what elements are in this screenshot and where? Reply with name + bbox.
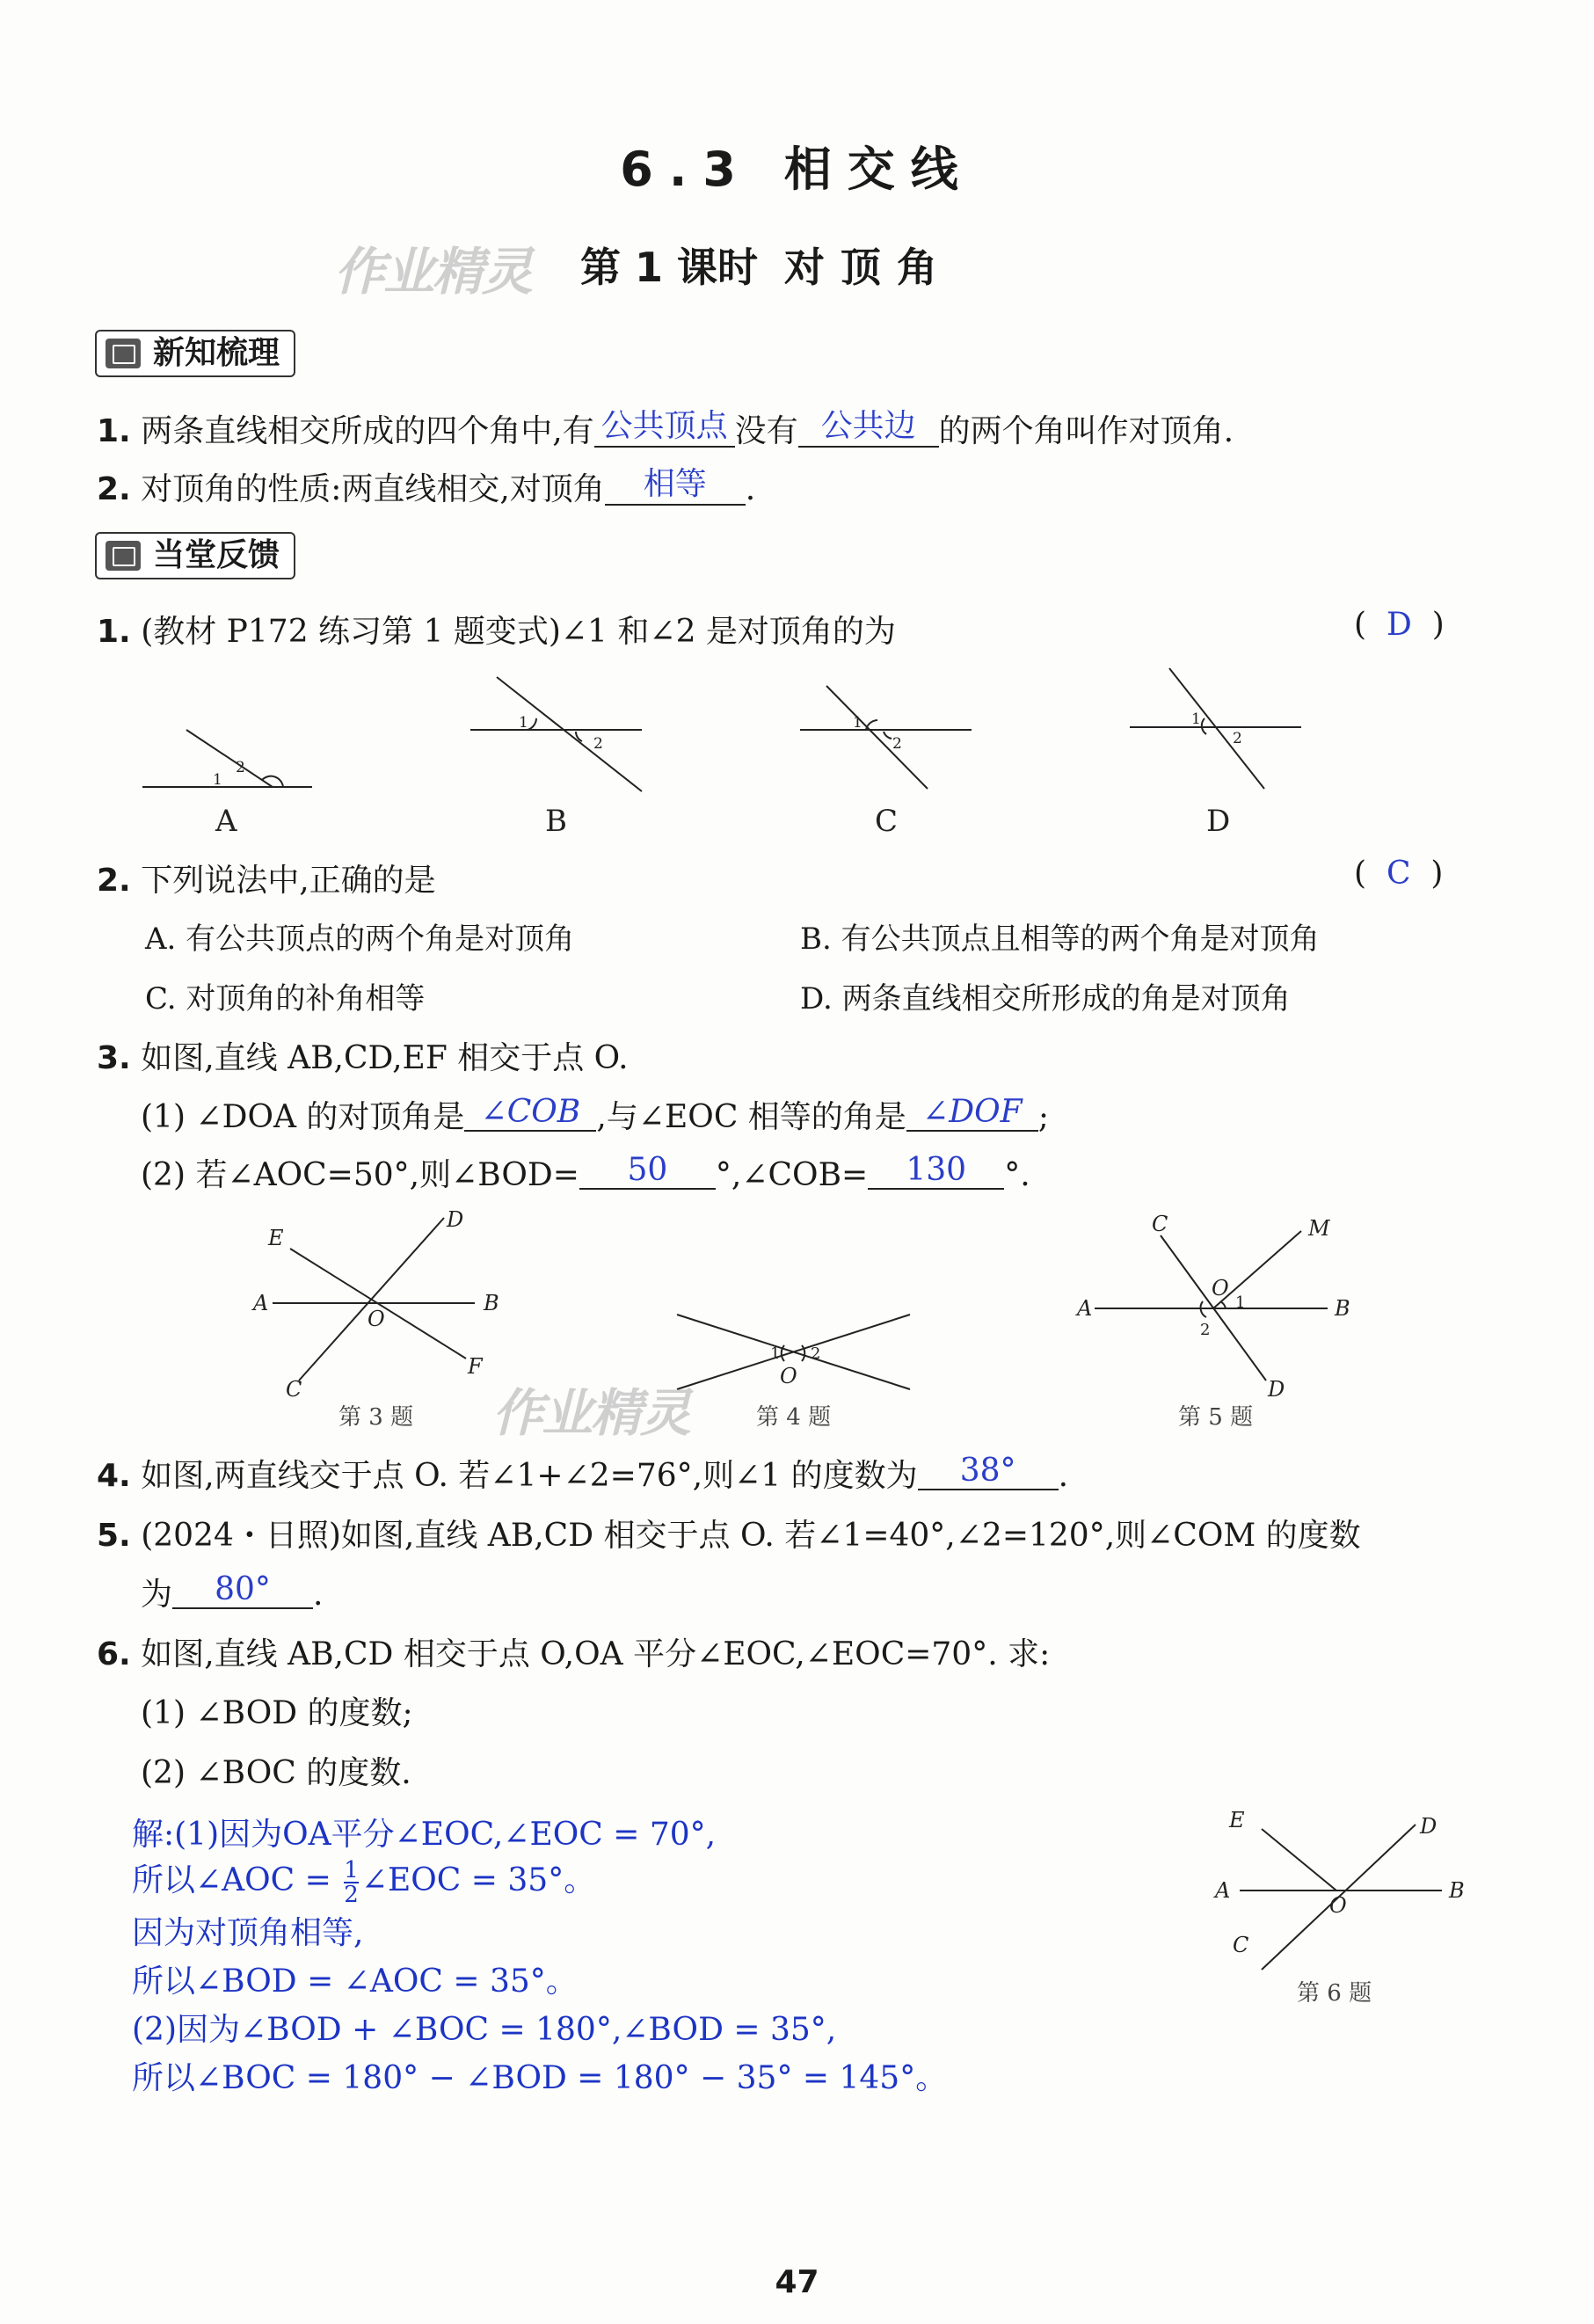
page-number: 47 [775,2264,819,2300]
line [186,730,273,787]
answer-blank: 38° [918,1453,1059,1490]
q6-sub1: (1) ∠BOD 的度数; [141,1695,413,1731]
q2-choice-b: B. 有公共顶点且相等的两个角是对顶角 [800,922,1320,957]
angle-label: 1 [213,771,222,789]
lesson-topic: 对顶角 [784,244,954,291]
text: 没有 [734,413,798,449]
angle-arc [802,1345,804,1361]
text: (教材 P172 练习第 1 题变式)∠1 和∠2 是对顶角的为 [141,614,896,650]
text: 两条直线相交所成的四个角中,有 [141,413,594,449]
q2-stem [97,856,436,900]
answer-blank: ∠DOF [906,1094,1038,1132]
lesson-subtitle [580,236,953,294]
angle-arc [1220,1301,1226,1308]
section-label: 当堂反馈 [153,537,280,573]
q3-part2 [141,1150,1030,1195]
watermark: 作业精灵 [334,242,532,302]
angle-label: 1 [519,714,528,732]
option-label: B [545,804,567,839]
item-number: 6. [97,1636,131,1672]
figures-3-5 [237,1205,1380,1433]
line [826,686,928,789]
point-label: B [484,1291,499,1315]
line [497,677,642,791]
q3-stem [97,1033,629,1078]
answer: D [1386,607,1412,643]
q5-cont [141,1570,323,1614]
q6-stem [97,1629,1050,1674]
text: 的两个角叫作对顶角. [938,413,1234,449]
point-label: E [1229,1808,1245,1832]
angle-label: 2 [892,735,902,753]
answer-blank: ∠COB [464,1094,596,1132]
item-number: 1. [97,614,131,650]
text: 所以∠AOC = [132,1862,342,1898]
text: (2024・日照)如图,直线 AB,CD 相交于点 O. 若∠1=40°,∠2=120°,则∠COM 的度数 [141,1518,1361,1554]
text: 如图,两直线交于点 O. 若∠1+∠2=76°,则∠1 的度数为 [141,1458,918,1494]
option-label: A [215,804,237,839]
angle-label: 1 [1191,710,1201,728]
angle-label: 2 [1200,1321,1211,1339]
text: 对顶角的性质:两直线相交,对顶角 [141,471,605,507]
solution-line-1: 解:(1)因为OA平分∠EOC,∠EOC = 70°, [132,1817,717,1853]
angle-label: 1 [853,714,863,732]
point-label: C [1233,1933,1249,1957]
watermark: 作业精灵 [492,1383,690,1443]
point-label: E [268,1226,284,1250]
point-label: D [1420,1814,1438,1839]
answer-blank: 50 [579,1152,716,1190]
point-label: C [1152,1212,1168,1236]
solution-line-2 [132,1855,595,1906]
q4-stem [97,1451,1068,1496]
q3-part1 [141,1092,1049,1137]
pencil-icon [106,541,141,571]
q2-choice-d: D. 两条直线相交所形成的角是对顶角 [800,981,1291,1016]
item-number: 2. [97,471,131,507]
answer-blank: 相等 [605,459,746,506]
figure-caption: 第 6 题 [1297,1980,1372,2007]
q2-choice-c: C. 对顶角的补角相等 [145,981,426,1016]
text: 下列说法中,正确的是 [141,863,436,899]
answer: C [1386,856,1411,892]
answer-blank: 80° [172,1571,313,1609]
figure-caption: 第 3 题 [338,1404,414,1431]
text: . [745,471,756,507]
angle-arc [528,718,536,730]
point-label: A [1215,1878,1231,1903]
text: . [1058,1458,1069,1494]
angle-arc [884,732,892,739]
option-label: D [1206,804,1231,839]
solution-line-3: 因为对顶角相等, [132,1915,364,1951]
section-header-knowledge [95,330,295,377]
solution-line-4: 所以∠BOD = ∠AOC = 35°。 [132,1963,578,2000]
text: (1) ∠DOA 的对顶角是 [141,1099,465,1135]
figure-caption: 第 4 题 [756,1404,832,1431]
point-label: D [1268,1377,1285,1402]
point-label: B [1335,1296,1350,1321]
figure-6 [1205,1794,1495,2014]
item-number: 1. [97,413,131,449]
answer-blank: 130 [868,1152,1004,1190]
page-title: 6.3 相交线 [620,142,974,197]
text: . [313,1577,324,1613]
text: °,∠COB= [715,1157,869,1193]
answer-blank: 公共顶点 [594,401,735,448]
point-label: C [286,1377,302,1402]
text: ; [1037,1099,1049,1135]
q1-figures [132,664,1319,840]
q1-answer-bracket: ( D ) [1354,607,1445,643]
item-number: 2. [97,863,131,899]
s1-item-1 [97,406,1234,453]
text: 如图,直线 AB,CD 相交于点 O,OA 平分∠EOC,∠EOC=70°. 求: [141,1636,1051,1672]
point-label: F [468,1354,483,1379]
point-label: M [1308,1216,1330,1241]
item-number: 5. [97,1518,131,1554]
angle-label: 2 [811,1344,821,1363]
item-number: 3. [97,1040,131,1076]
solution-line-6: 所以∠BOC = 180° − ∠BOD = 180° − 35° = 145°。 [132,2060,948,2096]
text: ,与∠EOC 相等的角是 [596,1099,906,1135]
point-label: D [447,1207,464,1232]
book-icon [106,339,141,368]
line [1169,668,1264,789]
point-label: B [1449,1878,1465,1903]
numerator: 1 [344,1857,359,1883]
angle-label: 2 [236,759,245,776]
text: 如图,直线 AB,CD,EF 相交于点 O. [141,1040,629,1076]
point-label: O [1212,1276,1229,1300]
text: 为 [141,1577,173,1613]
point-label: O [1329,1893,1347,1918]
s1-item-2 [97,464,755,511]
q6-sub2: (2) ∠BOC 的度数. [141,1755,411,1791]
fraction [344,1859,359,1906]
point-label: A [253,1291,269,1315]
answer-blank: 公共边 [798,401,939,448]
q5-stem [97,1511,1361,1555]
section-label: 新知梳理 [153,335,280,371]
item-number: 4. [97,1458,131,1494]
option-label: C [875,804,899,839]
angle-arc [782,1345,784,1361]
point-label: O [780,1364,797,1388]
section-header-feedback [95,532,295,579]
solution-line-5: (2)因为∠BOD + ∠BOC = 180°,∠BOD = 35°, [132,2012,837,2048]
text: ∠EOC = 35°。 [360,1862,596,1898]
text: (2) 若∠AOC=50°,则∠BOD= [141,1157,579,1193]
lesson-number: 第 1 课时 [580,244,759,291]
q2-answer-bracket: ( C ) [1354,856,1444,892]
point-label: O [368,1307,385,1331]
text: °. [1004,1157,1030,1193]
line [1262,1829,1336,1891]
q2-choice-a: A. 有公共顶点的两个角是对顶角 [145,922,575,957]
angle-label: 2 [593,735,603,753]
denominator: 2 [344,1882,359,1908]
point-label: A [1077,1296,1093,1321]
angle-label: 1 [1235,1293,1246,1312]
q1-stem [97,607,896,652]
angle-label: 1 [770,1344,781,1363]
figure-caption: 第 5 题 [1178,1404,1254,1431]
angle-label: 2 [1233,730,1242,747]
